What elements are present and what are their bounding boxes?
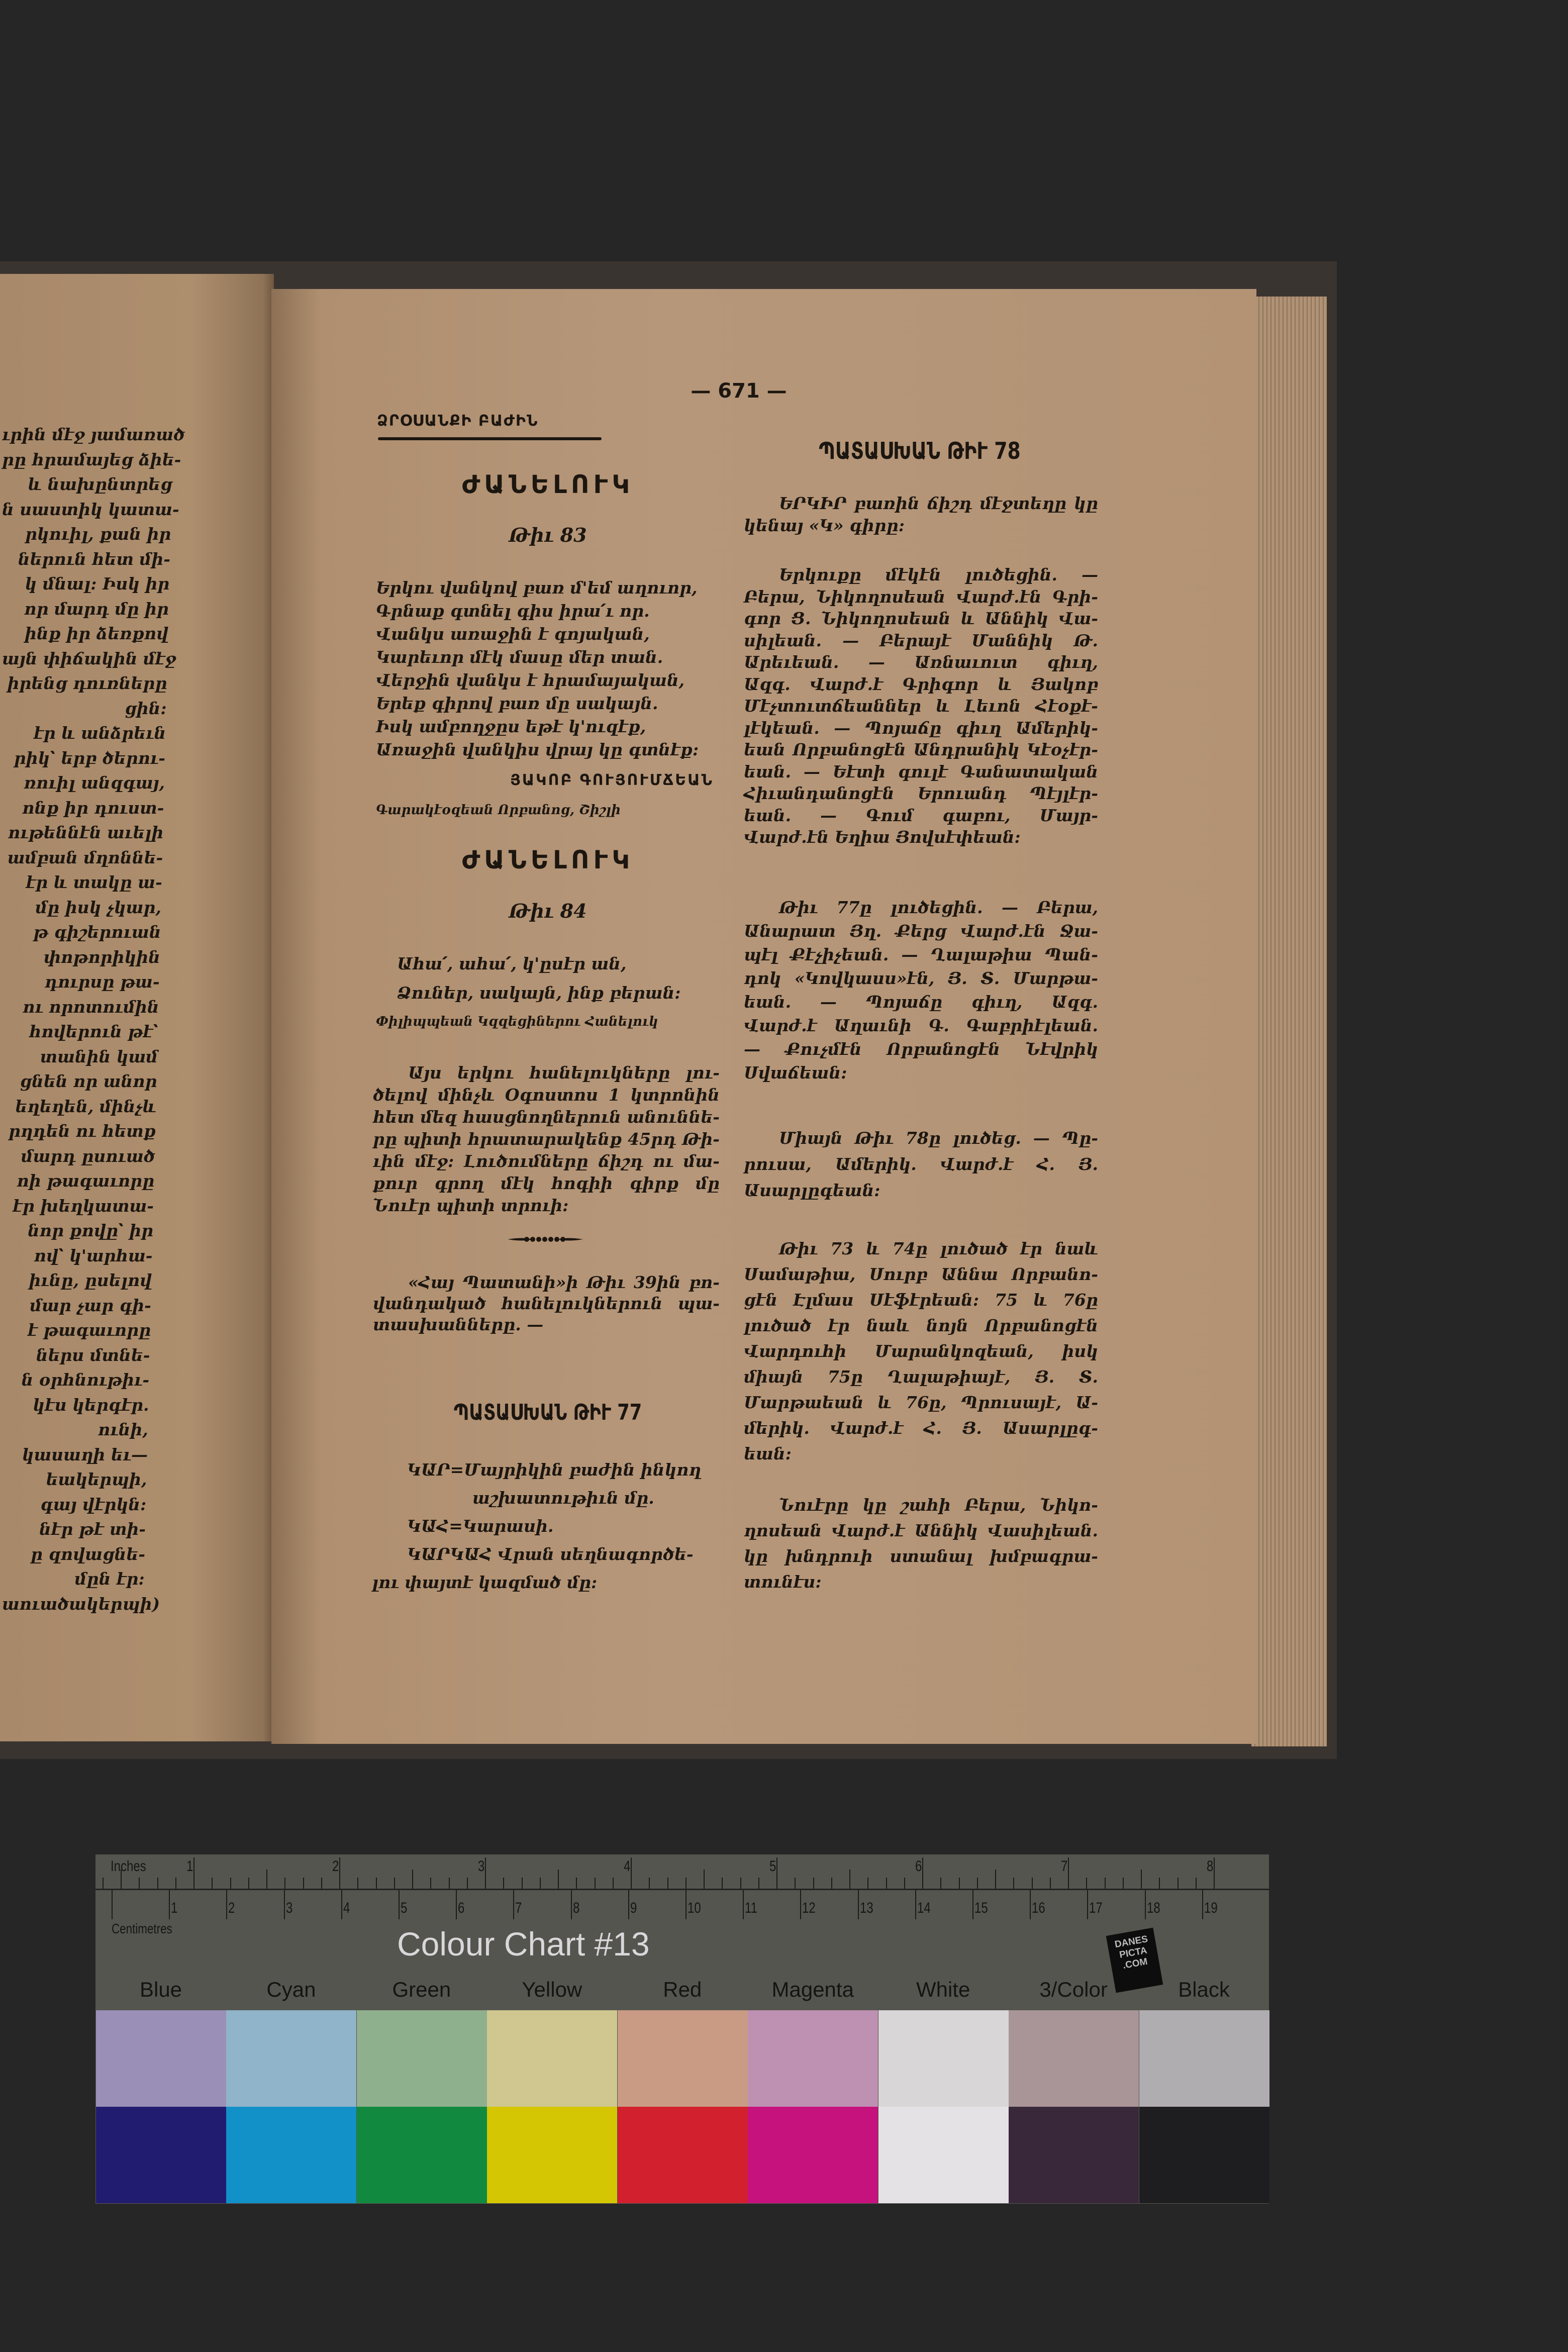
left-page-line: ամբան մղոննե- (7, 847, 163, 867)
text-line: Վարժ.էն Եղիա Յովսէփեան: (744, 827, 1021, 847)
inch-tick (412, 1870, 413, 1889)
inch-tick (175, 1878, 176, 1889)
inch-tick (758, 1878, 759, 1889)
left-page-line: ու որոտումին (23, 997, 159, 1017)
cm-tick (743, 1890, 744, 1919)
riddle-83-number: Թիւ 83 (509, 524, 587, 546)
inch-tick (1214, 1857, 1215, 1889)
cm-mark-label: 9 (630, 1900, 637, 1916)
left-page-line: րիկ՝ երբ ծերու- (14, 748, 165, 768)
inch-tick (722, 1878, 723, 1889)
text-line: Երկու վանկով բառ մ'եմ աղուոր, (376, 578, 698, 598)
colour-patch-dark (487, 2107, 617, 2203)
inch-mark-label: 2 (332, 1858, 339, 1875)
colour-patch-light (618, 2010, 748, 2107)
colour-patch-light (748, 2010, 878, 2107)
text-line: Կարեւոր մէկ մասը մեր տան. (376, 647, 663, 667)
text-line: ԵՐԿԻՐ բառին ճիշդ մէջտեղը կը (779, 494, 1098, 513)
text-line: տասխանները. — (373, 1315, 544, 1334)
inch-tick (394, 1878, 395, 1889)
text-line: Մարթաեան և 76ը, Պրուսայէ, Ա- (744, 1393, 1098, 1412)
inch-tick (503, 1878, 504, 1889)
inch-tick (248, 1878, 249, 1889)
inch-tick (831, 1878, 832, 1889)
left-page-line: ցնեն որ անոր (20, 1071, 157, 1091)
text-line: Իսկ ամբողջըս եթէ կ'ուզէք, (376, 717, 646, 736)
inch-tick (1086, 1878, 1087, 1889)
left-page-line: գայ վէրկն: (40, 1494, 147, 1514)
inch-tick (740, 1878, 741, 1889)
text-line: Բերա, Նիկողոսեան Վարժ.էն Գրի- (744, 586, 1098, 607)
left-page-line: եակերպի, (46, 1469, 147, 1489)
cm-mark-label: 6 (458, 1900, 465, 1916)
inch-tick (467, 1878, 468, 1889)
danes-picta-logo: DANES PICTA .COM (1106, 1928, 1163, 1993)
text-line: Թիւ 77ը լուծեցին. — Բերա, (779, 898, 1098, 917)
inch-tick (449, 1878, 450, 1889)
colour-patch-light (96, 2010, 226, 2107)
inch-tick (558, 1870, 559, 1889)
colour-patch-dark (618, 2107, 748, 2203)
text-line: ծելով մինչև Օգոստոս 1 կտրոնին (373, 1085, 720, 1105)
inch-tick (1013, 1878, 1014, 1889)
cm-tick (399, 1890, 400, 1919)
patch-label-3-color: 3/Color (1039, 1978, 1108, 2001)
patch-label-white: White (916, 1978, 970, 2001)
text-line: Գրնաք գտնել գիս իրա՛ւ որ. (376, 601, 650, 621)
patch-label-yellow: Yellow (522, 1978, 582, 2001)
cm-tick (1202, 1890, 1203, 1919)
left-page-line: իրենց դուռները (7, 673, 167, 693)
text-line: ԿԱՐ=Մայրիկին բաժին ինկող (407, 1460, 701, 1480)
text-line: հետ մեզ հասցնողներուն անուննե- (373, 1107, 720, 1127)
left-page-line: մըն էր: (74, 1569, 145, 1589)
left-page-line: փոթորիկին (43, 947, 160, 967)
inch-tick (795, 1878, 796, 1889)
text-line: ԿԱՐԿԱՀ Վրան սեղնագործե- (407, 1544, 694, 1564)
inch-tick (613, 1878, 614, 1889)
left-page-line: ներուն հետ մի- (18, 549, 170, 569)
left-page-line: մար չար գի- (30, 1295, 151, 1315)
left-page-line: կ մնալ: Իսկ իր (25, 574, 170, 594)
text-line: ւին մէջ: Լուծումները ճիշդ ու մա- (373, 1151, 720, 1171)
text-line: լէկեան. — Պոյաճը գիւղ Ամերիկ- (744, 718, 1098, 738)
riddle-84-number: Թիւ 84 (509, 900, 587, 922)
text-line: Երկուքը մէկէն լուծեցին. — (779, 565, 1098, 584)
text-line: եան Որբանոցէն Անդրանիկ Կէօչէր- (744, 740, 1098, 759)
inch-tick (649, 1878, 650, 1889)
left-page-line: թ գիշերուան (33, 922, 161, 942)
cm-mark-label: 11 (745, 1900, 758, 1916)
colour-patch-light (1139, 2010, 1269, 2107)
cm-tick (1087, 1890, 1088, 1919)
cm-mark-label: 16 (1032, 1900, 1045, 1916)
patch-label-blue: Blue (139, 1978, 182, 2001)
left-page-line: էր և անձրեւն (34, 723, 166, 743)
text-line: լու փայտէ կազմած մը: (372, 1573, 598, 1592)
riddle-83-source: Գարակէօզեան Որբանոց, Շիշլի (376, 803, 621, 818)
text-line: Ազգ. Վարժ.է Գրիգոր և Յակոբ (744, 674, 1098, 694)
inch-tick (995, 1870, 996, 1889)
text-line: Վարժ.է Աղաւնի Գ. Գաբրիէլեան. (744, 1016, 1098, 1035)
patch-label-green: Green (392, 1978, 451, 2001)
inch-tick (103, 1878, 104, 1889)
text-line: Սամաթիա, Սուրբ Աննա Որբանո- (744, 1264, 1098, 1284)
inch-tick (321, 1878, 322, 1889)
left-page-line: ցին: (125, 698, 167, 718)
colour-patch-dark (357, 2107, 487, 2203)
text-line: դոկ «Կովկասս»էն, Յ. Տ. Մարթա- (744, 968, 1098, 988)
left-page-line: ինք իր ձեռքով (25, 624, 169, 643)
left-page-line: դուրսը թա- (44, 972, 160, 992)
left-page-line: մը իսկ չկար, (35, 897, 161, 917)
cm-mark-label: 3 (285, 1900, 292, 1916)
ruler-divider (95, 1889, 1269, 1890)
text-line: Նուէրը կը շահի Բերա, Նիկո- (779, 1495, 1098, 1515)
answer-77-title: ՊԱՏԱՍԽԱՆ ԹԻՒ 77 (453, 1400, 642, 1425)
inch-tick (522, 1878, 523, 1889)
cm-tick (456, 1890, 457, 1919)
colour-patch-dark (1139, 2107, 1269, 2203)
patch-label-black: Black (1178, 1978, 1230, 2001)
ornament-divider (432, 1235, 658, 1243)
text-line: գոր Ց. Նիկողոսեան և Աննիկ Վա- (744, 609, 1098, 628)
colour-chart-title: Colour Chart #13 (397, 1925, 650, 1963)
inch-tick (303, 1878, 304, 1889)
text-line: սիլեան. — Բերայէ Մաննիկ Թ. (744, 630, 1098, 650)
left-page-line: րղդեն ու հետք (9, 1121, 156, 1141)
text-line: լուծած էր նաև նոյն Որբանոցէն (744, 1316, 1098, 1335)
left-page-line: ոնք իր դուստ- (22, 798, 164, 818)
inch-tick (776, 1857, 777, 1889)
left-page-line: ով՝ կ'արհա- (34, 1245, 153, 1265)
colour-patch-dark (96, 2107, 226, 2203)
riddle-83-title: ԺԱՆԵԼՈՒԿ (461, 470, 634, 499)
inch-tick (1123, 1878, 1124, 1889)
patch-label-magenta: Magenta (771, 1978, 854, 2001)
text-line: Ձուներ, սակայն, ինք բերան: (397, 983, 681, 1003)
cm-tick (800, 1890, 801, 1919)
text-line: Թիւ 73 և 74ը լուծած էր նաև (779, 1239, 1098, 1258)
left-page-line: մարդ ըսուած (21, 1146, 155, 1166)
inch-tick (595, 1878, 596, 1889)
inch-tick (376, 1878, 377, 1889)
inch-tick (940, 1878, 941, 1889)
cm-tick (341, 1890, 342, 1919)
answer-78-title: ՊԱՏԱՍԽԱՆ ԹԻՒ 78 (819, 437, 1021, 464)
cm-mark-label: 13 (859, 1900, 873, 1916)
text-line: տունէս: (744, 1572, 822, 1592)
inch-mark-label: 6 (915, 1858, 922, 1875)
text-line: ղոսեան Վարժ.է Աննիկ Վասիլեան. (744, 1521, 1098, 1540)
page-edges (1251, 297, 1327, 1746)
left-page-line: էր և տակը ա- (26, 872, 162, 892)
cm-mark-label: 5 (401, 1900, 408, 1916)
inch-tick (1032, 1878, 1033, 1889)
cm-mark-label: 15 (974, 1900, 988, 1916)
text-line: եան. — Եէտի գուլէ Գանատական (744, 761, 1098, 781)
inch-tick (631, 1857, 632, 1889)
colour-patch-light (487, 2010, 617, 2107)
text-line: եան: (744, 1444, 792, 1463)
text-line: Ահա՛, ահա՛, կ'ըսէր ան, (397, 954, 627, 973)
inch-tick (977, 1878, 978, 1889)
text-line: եան. — Գում գաբու, Մայր- (744, 805, 1098, 825)
inch-tick (1050, 1878, 1051, 1889)
left-page-line: կասաղի եւ— (22, 1444, 148, 1464)
inch-tick (704, 1870, 705, 1889)
cm-tick (571, 1890, 572, 1919)
cm-tick (112, 1890, 113, 1919)
cm-tick (513, 1890, 514, 1919)
left-page-line: ը զովացնե- (30, 1544, 145, 1564)
patch-label-cyan: Cyan (266, 1978, 316, 2001)
text-line: ցէն Էլմաս Սէֆէրեան: 75 և 76ը (744, 1290, 1098, 1310)
left-page-line: ներս մտնե- (36, 1345, 150, 1365)
left-page-line: է թագաւորը (28, 1320, 151, 1340)
left-page-line: րկուիլ, քան իր (25, 524, 171, 544)
inch-tick (1178, 1878, 1179, 1889)
inch-tick (849, 1870, 850, 1889)
colour-patch-light (357, 2010, 487, 2107)
colour-patch-light (878, 2010, 1009, 2107)
section-underline (378, 437, 602, 440)
section-label: ՁՐՕՍԱՆՔԻ ԲԱԺԻՆ (377, 412, 539, 430)
cm-tick (284, 1890, 285, 1919)
inch-tick (959, 1878, 960, 1889)
inch-tick (685, 1878, 687, 1889)
cm-tick (169, 1890, 170, 1919)
left-page-line: ութեննէն աւելի (8, 823, 164, 842)
inch-tick (284, 1878, 285, 1889)
inch-tick (193, 1857, 194, 1889)
colour-patch-dark (1009, 2107, 1139, 2203)
text-line: Անարատ Յղ. Քերց Վարժ.էն Ջա- (744, 921, 1098, 941)
inch-tick (1105, 1878, 1106, 1889)
inch-tick (339, 1857, 340, 1889)
inch-tick (904, 1878, 905, 1889)
left-page-line: նոր քովը՝ իր (28, 1221, 154, 1240)
text-line: քուր գրող մէկ հոգիի գիրք մը (373, 1173, 720, 1193)
text-line: րը պիտի հրատարակենք 45րդ Թի- (373, 1129, 720, 1149)
left-page-line: ն սաստիկ կատա- (2, 499, 179, 519)
cm-mark-label: 1 (171, 1900, 178, 1916)
text-line: Վերջին վանկս է հրամայական, (376, 670, 685, 690)
centimetres-label: Centimetres (112, 1921, 172, 1936)
cm-mark-label: 8 (572, 1900, 579, 1916)
left-page-line: րը հրամայեց ձիե- (2, 449, 181, 469)
cm-mark-label: 2 (228, 1900, 235, 1916)
cm-tick (226, 1890, 227, 1919)
colour-patch-dark (878, 2107, 1009, 2203)
left-page-line: ն օրհնութիւ- (21, 1370, 150, 1390)
riddle-83-author: ՅԱԿՈԲ ԳՈՒՅՈՒՄՃԵԱՆ (510, 771, 714, 789)
left-page-line: ռուիլ անզգայ, (24, 773, 165, 793)
left-page-line: որ մարդ մը իր (24, 599, 169, 619)
left-page-line: տանին կամ (40, 1046, 158, 1066)
text-line: րուսա, Ամերիկ. Վարժ.է Հ. Յ. (744, 1154, 1098, 1174)
inch-tick (139, 1878, 140, 1889)
riddle-84-title: ԺԱՆԵԼՈՒԿ (461, 845, 634, 874)
inch-tick (1159, 1878, 1160, 1889)
text-line: Սվաճեան: (744, 1063, 847, 1083)
text-line: Այս երկու հանելուկները լու- (408, 1063, 720, 1083)
text-line: Նուէր պիտի տրուի: (373, 1196, 569, 1215)
text-line: Մէչտուտճեաններ և Լեւոն Հէօքէ- (744, 696, 1098, 716)
inch-tick (485, 1857, 486, 1889)
left-page-line: ւրին մէջ յամառած (2, 425, 185, 444)
text-line: պէլ Քէչիչեան. — Ղալաթիա Պան- (744, 945, 1098, 964)
left-page-line: ունի, (98, 1420, 148, 1439)
cm-tick (685, 1890, 687, 1919)
cm-tick (858, 1890, 859, 1919)
text-line: — Քուչմէն Որբանոցէն Նէվրիկ (744, 1039, 1098, 1059)
cm-mark-label: 4 (343, 1900, 350, 1916)
cm-mark-label: 18 (1146, 1900, 1160, 1916)
cm-tick (1145, 1890, 1146, 1919)
cm-tick (628, 1890, 629, 1919)
inch-tick (357, 1878, 358, 1889)
text-line: Երեք գիրով բառ մը սակայն. (376, 694, 658, 713)
inch-tick (1196, 1878, 1197, 1889)
text-line: ԿԱՀ=Կարասի. (407, 1516, 554, 1536)
left-page-line: կէս կերգէր. (33, 1395, 149, 1415)
text-line: Միայն Թիւ 78ը լուծեց. — Պը- (779, 1128, 1098, 1148)
inch-tick (212, 1878, 213, 1889)
cm-tick (1030, 1890, 1031, 1919)
cm-mark-label: 19 (1204, 1900, 1218, 1916)
colour-patch-dark (226, 2107, 356, 2203)
page-number: — 671 — (691, 379, 787, 403)
inch-mark-label: 8 (1207, 1858, 1214, 1875)
left-page-line: և նախընտրեց (28, 474, 172, 494)
text-line: վանդակած հանելուկներուն պա- (373, 1294, 720, 1313)
text-line: եան. — Պոյաճը գիւղ, Ազգ. (744, 992, 1098, 1012)
left-page-line: նէր թէ տի- (39, 1519, 146, 1539)
colour-patch-dark (748, 2107, 878, 2203)
left-page-line: այն փիճակին մէջ (2, 648, 176, 668)
inch-tick (230, 1878, 231, 1889)
text-line: աշխատութիւն մը. (472, 1488, 654, 1508)
cm-mark-label: 14 (917, 1900, 931, 1916)
inch-mark-label: 7 (1061, 1858, 1068, 1875)
inches-label: Inches (111, 1858, 146, 1875)
inch-tick (1141, 1870, 1142, 1889)
inch-tick (867, 1878, 868, 1889)
text-line: Վարդուհի Մարանկոզեան, իսկ (744, 1341, 1098, 1361)
inch-tick (266, 1870, 267, 1889)
text-line: մերիկ. Վարժ.է Հ. Յ. Ասարլըգ- (744, 1418, 1098, 1438)
left-page-line: աուածակերպի) (2, 1594, 160, 1614)
text-line: միայն 75ը Ղալաթիայէ, Յ. Տ. (744, 1367, 1098, 1387)
inch-mark-label: 1 (186, 1858, 193, 1875)
colour-patch-light (1009, 2010, 1139, 2107)
inch-mark-label: 3 (478, 1858, 485, 1875)
inch-mark-label: 4 (624, 1858, 631, 1875)
inch-tick (430, 1878, 431, 1889)
inch-tick (576, 1878, 577, 1889)
cm-mark-label: 10 (688, 1900, 701, 1916)
inch-tick (1068, 1857, 1069, 1889)
text-line: Հիւանդանոցէն Երուանդ Պէյլէր- (744, 783, 1098, 803)
cm-mark-label: 17 (1089, 1900, 1103, 1916)
left-page-line: ոի թագաւորը (17, 1171, 155, 1191)
inch-tick (886, 1878, 887, 1889)
text-line: կը խնդրուի ստանալ խմբագրա- (744, 1546, 1098, 1566)
inch-mark-label: 5 (769, 1858, 776, 1875)
colour-patch-light (226, 2010, 356, 2107)
left-page-text (0, 274, 274, 1741)
inch-tick (813, 1878, 814, 1889)
inch-tick (540, 1878, 541, 1889)
inch-tick (922, 1857, 923, 1889)
left-page-line: էր խեղկատա- (13, 1196, 154, 1216)
inch-tick (667, 1878, 668, 1889)
text-line: կենայ «Կ» գիրը: (744, 516, 905, 535)
cm-mark-label: 7 (515, 1900, 522, 1916)
text-line: Արեւեան. — Առնաւուտ գիւղ, (744, 652, 1098, 672)
patch-label-red: Red (663, 1978, 702, 2001)
text-line: Ասարլըգեան: (744, 1181, 880, 1200)
text-line: Վանկս առաջին է գոյական, (376, 624, 650, 644)
left-page-line: հովերուն թէ՝ (29, 1022, 158, 1041)
cm-mark-label: 12 (802, 1900, 816, 1916)
text-line: «Հայ Պատանի»ի Թիւ 39ին բո- (408, 1272, 720, 1292)
riddle-84-source: Փիլիպպեան Կզզեցիներու Հանելուկ (376, 1014, 658, 1029)
cm-tick (972, 1890, 973, 1919)
left-page-line: եղեղեն, մինչև (15, 1096, 156, 1116)
inch-tick (157, 1878, 158, 1889)
text-line: Առաջին վանկիս վրայ կը գտնէք: (376, 740, 699, 759)
left-page-line: իւնը, ըսելով (29, 1270, 152, 1290)
cm-tick (915, 1890, 916, 1919)
